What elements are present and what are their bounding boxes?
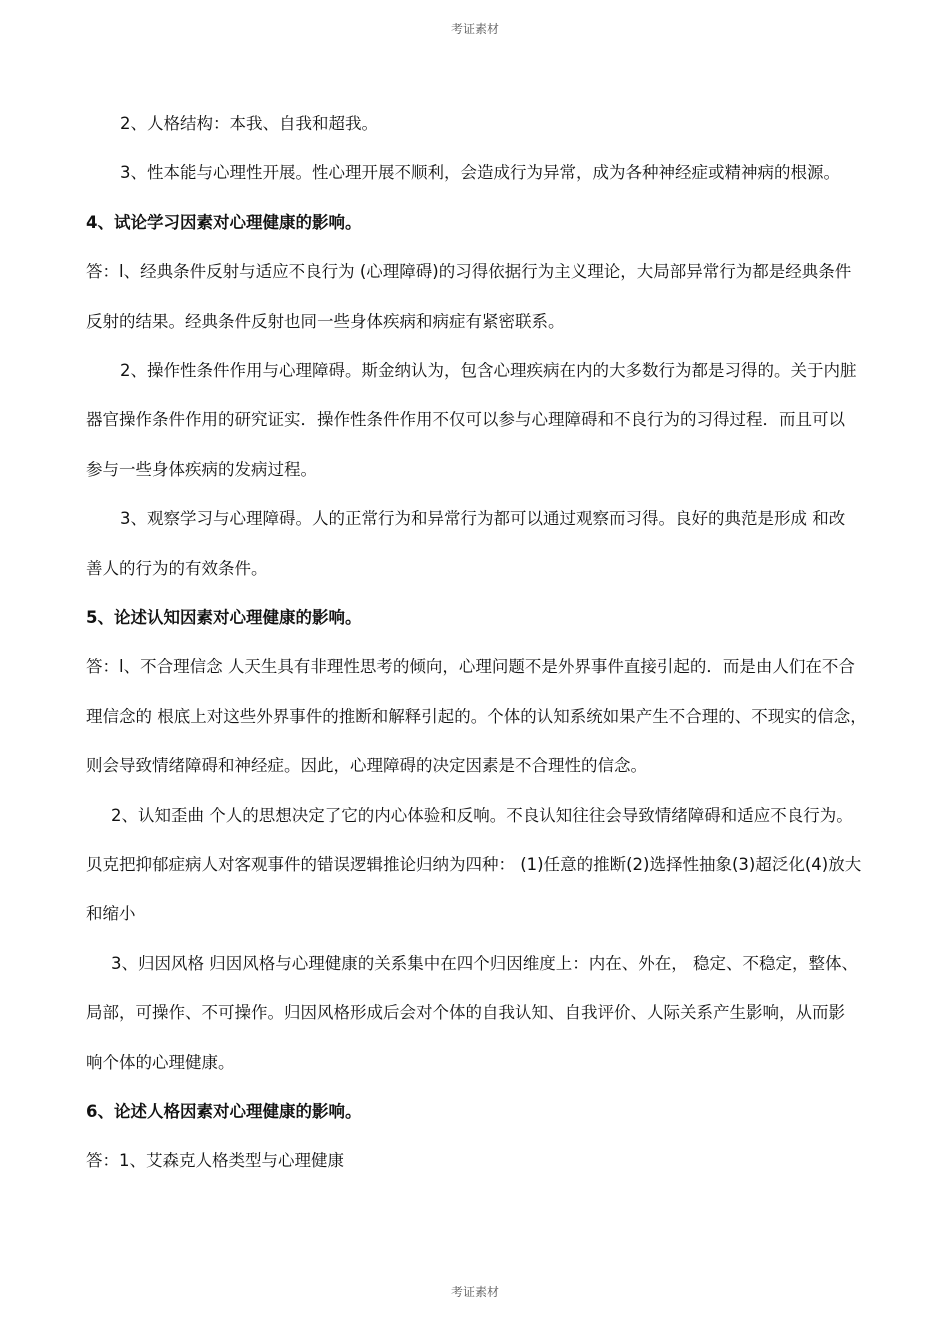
paragraph-line: 2、认知歪曲 个人的思想决定了它的内心体验和反响。不良认知往往会导致情绪障碍和适应不良行为。 bbox=[111, 806, 853, 825]
paragraph-line: 3、归因风格 归因风格与心理健康的关系集中在四个归因维度上：内在、外在， 稳定、不稳定，整体、 bbox=[111, 954, 858, 973]
section-heading: 4、试论学习因素对心理健康的影响。 bbox=[86, 213, 362, 232]
section-heading: 5、论述认知因素对心理健康的影响。 bbox=[86, 608, 362, 627]
paragraph-line: 3、性本能与心理性开展。性心理开展不顺利，会造成行为异常，成为各种神经症或精神病的根源。 bbox=[120, 163, 840, 182]
paragraph-line: 和缩小 bbox=[86, 904, 136, 923]
paragraph-line: 理信念的 根底上对这些外界事件的推断和解释引起的。个体的认知系统如果产生不合理的、不现实的信念， bbox=[86, 707, 867, 726]
paragraph-line: 3、观察学习与心理障碍。人的正常行为和异常行为都可以通过观察而习得。良好的典范是形成 和改 bbox=[120, 509, 846, 528]
paragraph-line: 响个体的心理健康。 bbox=[86, 1053, 235, 1072]
section-heading: 6、论述人格因素对心理健康的影响。 bbox=[86, 1102, 362, 1121]
paragraph-line: 答：l、经典条件反射与适应不良行为 (心理障碍)的习得依据行为主义理论，大局部异常行为都是经典条件 bbox=[86, 262, 852, 281]
page-header: 考证素材 bbox=[450, 22, 499, 36]
paragraph-line: 善人的行为的有效条件。 bbox=[86, 559, 268, 578]
paragraph-line: 参与一些身体疾病的发病过程。 bbox=[86, 460, 317, 479]
paragraph-line: 则会导致情绪障碍和神经症。因此，心理障碍的决定因素是不合理性的信念。 bbox=[86, 756, 647, 775]
paragraph-line: 答：1、艾森克人格类型与心理健康 bbox=[86, 1151, 344, 1170]
page-footer: 考证素材 bbox=[450, 1285, 499, 1299]
paragraph-line: 器官操作条件作用的研究证实．操作性条件作用不仅可以参与心理障碍和不良行为的习得过程．而且可以 bbox=[86, 410, 845, 429]
paragraph-line: 2、操作性条件作用与心理障碍。斯金纳认为，包含心理疾病在内的大多数行为都是习得的。关于内脏 bbox=[120, 361, 857, 380]
paragraph-line: 反射的结果。经典条件反射也同一些身体疾病和病症有紧密联系。 bbox=[86, 312, 565, 331]
paragraph-line: 答：l、不合理信念 人天生具有非理性思考的倾向，心理问题不是外界事件直接引起的．而是由人们在不合 bbox=[86, 657, 855, 676]
paragraph-line: 贝克把抑郁症病人对客观事件的错误逻辑推论归纳为四种： (1)任意的推断(2)选择性抽象(3)超泛化(4)放大 bbox=[86, 855, 862, 874]
paragraph-line: 2、人格结构：本我、自我和超我。 bbox=[120, 114, 378, 133]
paragraph-line: 局部，可操作、不可操作。归因风格形成后会对个体的自我认知、自我评价、人际关系产生影响，从而影 bbox=[86, 1003, 845, 1022]
